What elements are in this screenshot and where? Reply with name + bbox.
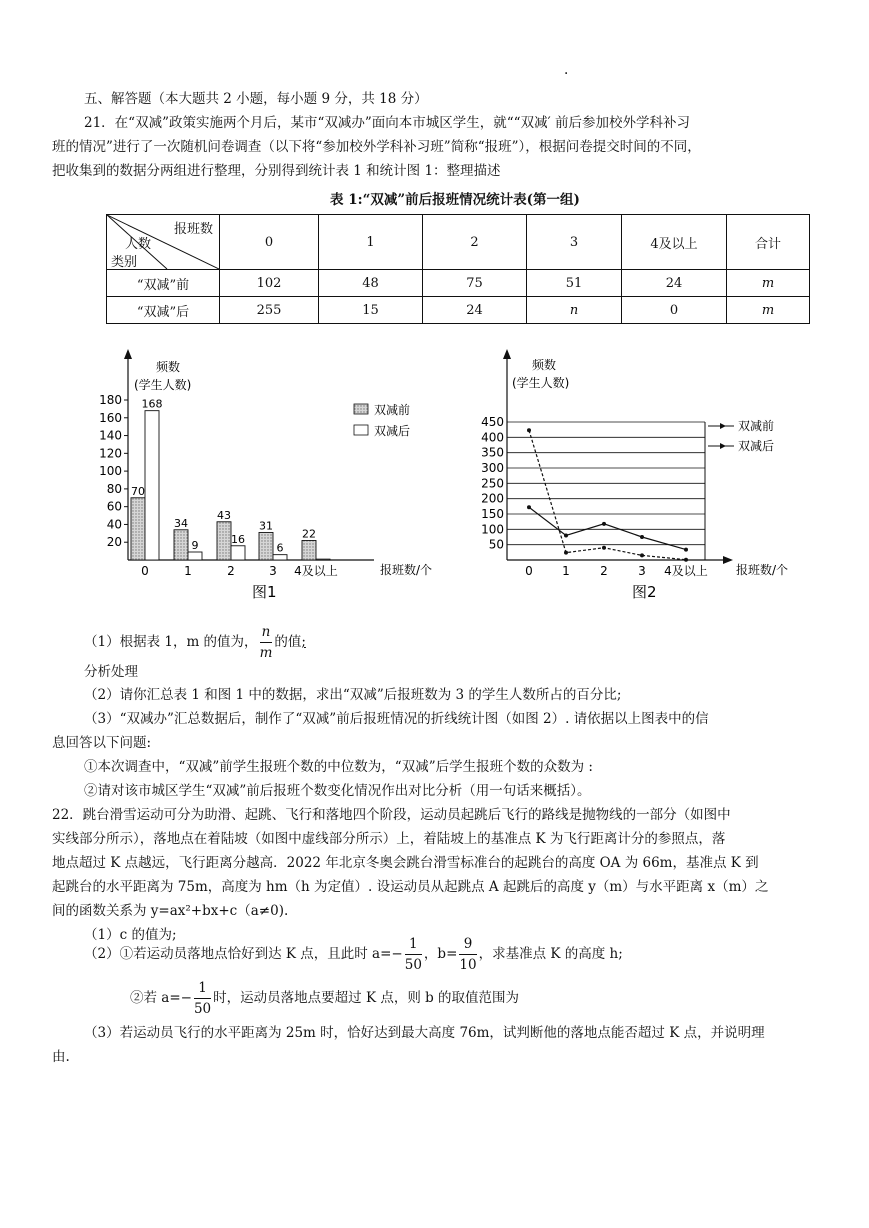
fig1-data-label-after: 6	[276, 541, 284, 555]
fig2-legend-arrow-before	[720, 423, 726, 429]
q21-intro-line-1: 21．在“双减”政策实施两个月后，某市“双减办”面向本市城区学生，就““双减′ 前后参加校外学科补习	[84, 115, 690, 131]
fraction-a	[405, 934, 422, 975]
fig2-point-after	[602, 546, 606, 550]
fig1-y-tick-label: 60	[106, 499, 122, 514]
fig1-data-label-after: 168	[141, 397, 163, 411]
q21-part-3b: ②请对该市城区学生“双减”前后报班个数变化情况作出对比分析（用一句话来概括）。	[84, 783, 591, 799]
header-cell: 0	[220, 215, 319, 270]
fig2-x-tick-label: 1	[562, 564, 570, 578]
analysis-heading: 分析处理	[84, 664, 138, 680]
fig1-data-label-before: 43	[217, 508, 231, 522]
fig2-point-after	[684, 558, 688, 562]
fig1-bar-after	[231, 546, 245, 560]
fig2-y-tick-label: 250	[481, 476, 504, 491]
row-label: “双减”前	[107, 270, 220, 297]
fig1-bars	[131, 398, 330, 560]
figure-1-bar-chart	[84, 345, 454, 605]
header-cell: 4及以上	[622, 215, 727, 270]
fig2-x-tick-label: 0	[525, 564, 533, 578]
table-corner-cell	[107, 215, 220, 270]
fig1-y-axis-arrow	[124, 349, 132, 359]
q22-part-1: （1）c 的值为;	[84, 927, 177, 943]
q21-part-2: （2）请你汇总表 1 和图 1 中的数据，求出“双减”后报班数为 3 的学生人数所占的百分比;	[84, 687, 622, 703]
table-title: 表 1:“双减”前后报班情况统计表(第一组)	[330, 192, 580, 208]
header-cell: 3	[527, 215, 622, 270]
table-header-row	[107, 215, 810, 270]
fig2-caption: 图2	[632, 583, 657, 601]
fig2-y-ticks	[481, 415, 504, 552]
fig1-data-label-before: 31	[259, 519, 273, 533]
q21-p1-blank: ;	[301, 634, 306, 650]
fig2-point-after	[564, 551, 568, 555]
table-row	[107, 297, 810, 324]
fig1-legend-swatch-after	[354, 425, 368, 435]
corner-label-top: 报班数	[173, 222, 213, 237]
fig1-y-tick-label: 40	[106, 517, 122, 532]
fig1-ylabel-2: (学生人数)	[134, 378, 192, 392]
q22-p2a-suffix: ，求基准点 K 的高度 h;	[478, 946, 623, 962]
fig1-x-tick-label: 4及以上	[294, 564, 338, 578]
fig2-legend-before: 双减前	[738, 419, 775, 433]
fig1-bar-after	[273, 555, 287, 560]
fig1-ylabel-1: 频数	[156, 360, 181, 374]
fig2-x-axis-arrow	[723, 556, 733, 564]
fig1-bar-before	[217, 522, 231, 560]
fig1-y-tick-label: 120	[99, 446, 122, 461]
fraction-numerator: n	[260, 622, 273, 643]
fig2-x-tick-label: 2	[600, 564, 608, 578]
fig2-ylabel-1: 频数	[532, 358, 557, 372]
header-cell: 1	[319, 215, 423, 270]
fig1-legend-after: 双减后	[374, 424, 411, 438]
section-title: 五、解答题（本大题共 2 小题，每小题 9 分，共 18 分）	[84, 91, 428, 107]
fig1-bar-after	[188, 552, 202, 560]
fig2-point-before	[602, 522, 606, 526]
fig1-data-label-after: 16	[231, 532, 245, 546]
fig1-data-label-before: 70	[131, 484, 145, 498]
q22-line-5: 间的函数关系为 y=ax²+bx+c（a≠0).	[52, 903, 289, 919]
fig1-data-label-before: 22	[302, 527, 316, 541]
fig2-point-after	[640, 553, 644, 557]
table-cell: 24	[423, 297, 527, 324]
table-cell: 15	[319, 297, 423, 324]
fig1-y-tick-label: 140	[99, 428, 122, 443]
fig1-legend-swatch-before	[354, 404, 368, 414]
fig2-y-tick-label: 50	[488, 537, 504, 552]
fraction-numerator: 1	[194, 978, 211, 999]
table-cell: 0	[622, 297, 727, 324]
fig2-point-before	[640, 535, 644, 539]
fig1-x-ticks	[141, 563, 338, 578]
fig1-bar-before	[174, 530, 188, 560]
fraction-numerator: 9	[459, 934, 476, 955]
fraction-denominator: 10	[459, 957, 477, 973]
fig1-y-tick-label: 180	[99, 393, 122, 407]
fig2-legend-arrow-after	[720, 443, 726, 449]
fraction-b	[459, 934, 476, 975]
fraction-denominator: m	[259, 645, 273, 661]
table-cell: 255	[220, 297, 319, 324]
table-cell: n	[527, 297, 622, 324]
q21-p1-fraction	[260, 622, 273, 663]
fig1-x-tick-label: 0	[141, 564, 149, 578]
corner-label-bottom: 类别	[111, 255, 138, 270]
fraction-a	[194, 978, 211, 1019]
header-cell: 合计	[727, 215, 810, 270]
table-cell: 102	[220, 270, 319, 297]
q22-line-1: 22．跳台滑雪运动可分为助滑、起跳、飞行和落地四个阶段，运动员起跳后飞行的路线是抛物线的一部分（如图中	[52, 807, 731, 823]
q21-part-3a: ①本次调查中，“双减”前学生报班个数的中位数为，“双减”后学生报班个数的众数为 :	[84, 759, 593, 775]
q21-p1-prefix: （1）根据表 1，m 的值为，	[84, 634, 258, 650]
header-dot: .	[564, 62, 569, 78]
figure-2-line-chart	[474, 345, 834, 605]
fig2-xlabel: 报班数/个	[736, 563, 789, 577]
fig2-x-tick-label: 4及以上	[664, 564, 708, 578]
q21-intro-line-2: 班的情况”进行了一次随机问卷调查（以下将“参加校外学科补习班”简称“报班”），根据问卷提交时间的不同，	[52, 139, 701, 155]
fig2-point-after	[527, 428, 531, 432]
q22-part-3-line-2: 由.	[52, 1049, 70, 1065]
table-row	[107, 270, 810, 297]
q21-part-1	[84, 622, 306, 663]
table-cell: 51	[527, 270, 622, 297]
table-cell: 75	[423, 270, 527, 297]
fig2-line-after	[529, 430, 686, 559]
q22-p2b-suffix: 时，运动员落地点要超过 K 点，则 b 的取值范围为	[213, 990, 520, 1006]
fig2-y-tick-label: 450	[481, 415, 504, 429]
fig1-y-tick-label: 20	[106, 535, 122, 550]
table-cell: 24	[622, 270, 727, 297]
fig2-y-axis-arrow	[503, 349, 511, 359]
fig1-y-tick-label: 160	[99, 410, 122, 425]
fig1-y-tick-label: 100	[99, 464, 122, 479]
q22-p2a-mid: ，b=	[423, 946, 458, 962]
q21-part-3-line-2: 息回答以下问题:	[52, 735, 152, 751]
fig1-bar-before	[131, 498, 145, 560]
q22-part-2b	[130, 976, 519, 1020]
q22-line-3: 地点超过 K 点越远，飞行距离分越高．2022 年北京冬奥会跳台滑雪标准台的起跳台的高度 OA 为 66m，基准点 K 到	[52, 855, 759, 871]
fig2-y-tick-label: 400	[481, 430, 504, 445]
fraction-denominator: 50	[193, 1001, 212, 1017]
fig2-point-before	[684, 548, 688, 552]
q22-part-3-line-1: （3）若运动员飞行的水平距离为 25m 时，恰好达到最大高度 76m，试判断他的落地点能否超过 K 点，并说明理	[84, 1025, 765, 1041]
fraction-denominator: 50	[404, 957, 422, 973]
fig2-point-before	[564, 533, 568, 537]
fig1-xlabel: 报班数/个	[380, 563, 433, 577]
stat-table	[106, 214, 810, 324]
fig1-legend-before: 双减前	[374, 403, 411, 417]
fig2-y-tick-label: 200	[481, 491, 504, 506]
q22-line-2: 实线部分所示），落地点在着陆坡（如图中虚线部分所示）上，着陆坡上的基准点 K 为飞行距离计分的参照点，落	[52, 831, 726, 847]
fig1-bar-after	[316, 559, 330, 560]
fig2-x-tick-label: 3	[638, 564, 646, 578]
fig1-x-tick-label: 3	[269, 564, 277, 578]
q21-part-3-line-1: （3）“双减办”汇总数据后，制作了“双减”前后报班情况的折线统计图（如图 2）. 请依据以上图表中的信	[84, 711, 709, 727]
q22-p2b-prefix: ②若 a=−	[130, 990, 192, 1006]
fig1-x-tick-label: 2	[227, 564, 235, 578]
fig1-y-tick-label: 80	[106, 481, 122, 496]
q22-p2a-prefix: （2）①若运动员落地点恰好到达 K 点，且此时 a=−	[84, 946, 403, 962]
fig1-caption: 图1	[252, 583, 277, 601]
q21-intro-line-3: 把收集到的数据分两组进行整理，分别得到统计表 1 和统计图 1：整理描述	[52, 163, 501, 179]
fig1-y-ticks	[99, 393, 128, 549]
table-cell: 48	[319, 270, 423, 297]
fig2-y-tick-label: 300	[481, 461, 504, 475]
fig2-legend-after: 双减后	[738, 439, 775, 453]
fig2-lines	[527, 428, 688, 561]
fig1-bar-after	[145, 411, 159, 560]
corner-label-mid: 人数	[125, 237, 152, 252]
q21-p1-suffix: 的值	[274, 634, 302, 650]
q22-part-2a	[84, 932, 623, 976]
header-cell: 2	[423, 215, 527, 270]
fig2-x-ticks	[525, 563, 708, 578]
fig2-y-tick-label: 150	[481, 507, 504, 521]
fig1-data-label-before: 34	[174, 516, 188, 530]
q22-line-4: 起跳台的水平距离为 75m，高度为 hm（h 为定值）. 设运动员从起跳点 A 起跳后的高度 y（m）与水平距离 x（m）之	[52, 879, 769, 895]
fig1-x-tick-label: 1	[184, 564, 192, 578]
fig1-bar-before	[259, 532, 273, 560]
table-cell: m	[727, 270, 810, 297]
fig2-point-before	[527, 505, 531, 509]
fraction-numerator: 1	[405, 934, 422, 955]
fig2-y-tick-label: 100	[481, 522, 504, 537]
fig2-y-tick-label: 350	[481, 445, 504, 460]
fig2-ylabel-2: (学生人数)	[512, 376, 570, 390]
table-cell: m	[727, 297, 810, 324]
fig1-bar-before	[302, 540, 316, 560]
row-label: “双减”后	[107, 297, 220, 324]
fig1-data-label-after: 9	[191, 539, 199, 552]
